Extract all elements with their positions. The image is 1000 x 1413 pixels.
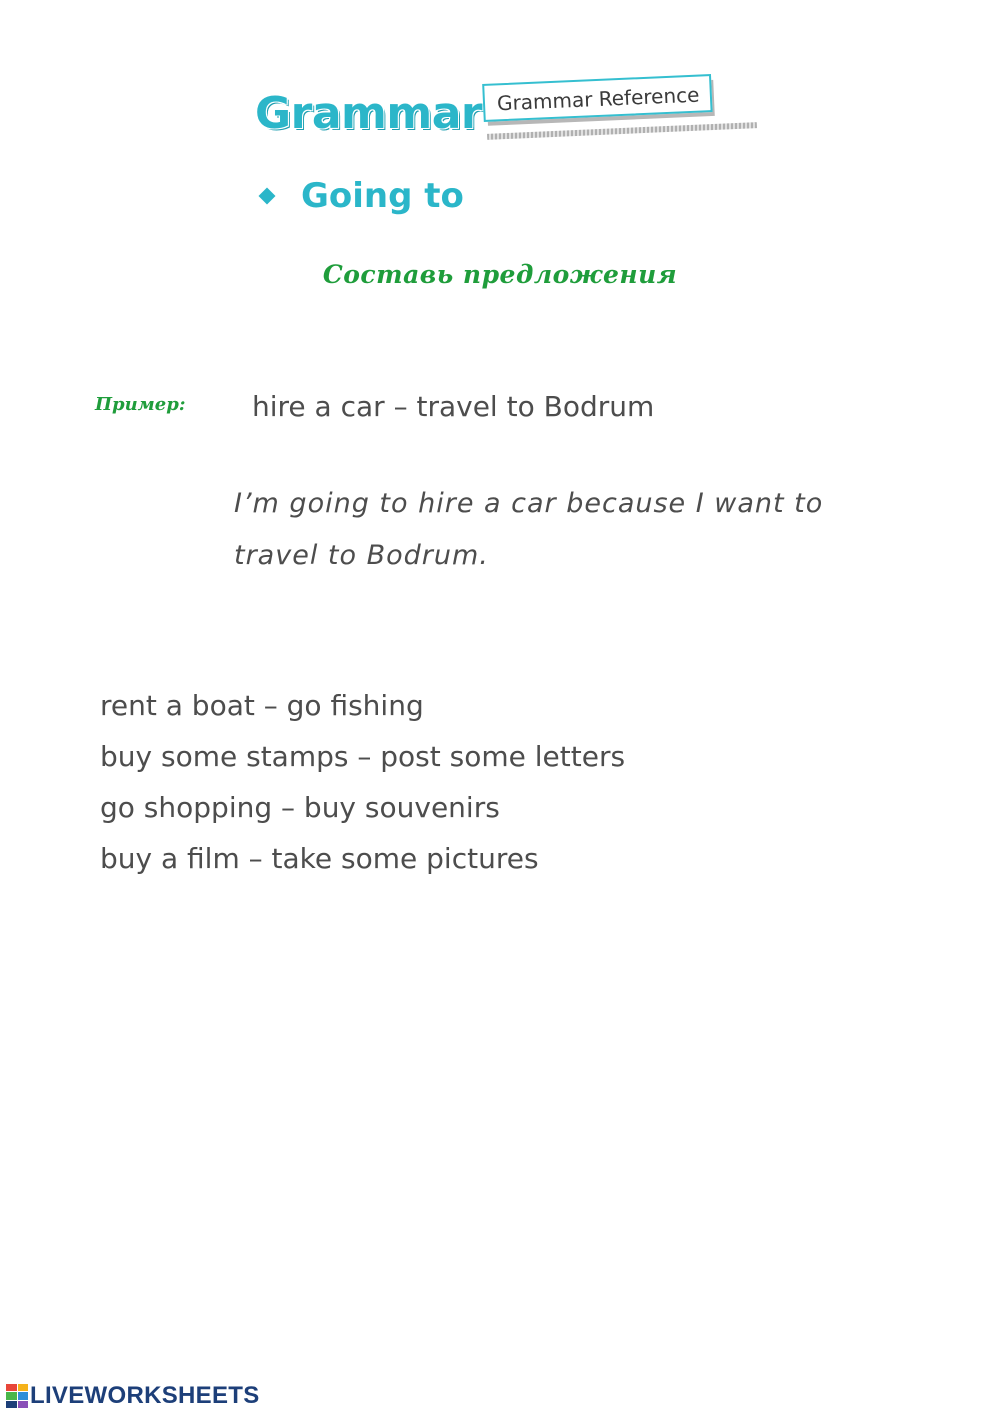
logo-text: LIVEWORKSHEETS: [30, 1382, 260, 1409]
instruction: Составь предложения: [322, 260, 678, 289]
reference-tag-shadow: [487, 122, 757, 140]
example-answer: [234, 478, 914, 582]
example-answer-line: travel to Bodrum.: [234, 540, 489, 571]
grammar-reference-tag: Grammar Reference: [482, 74, 712, 122]
subheading-text: Going to: [301, 176, 464, 216]
exercise-item: rent a boat – go fishing: [100, 689, 424, 722]
grammar-title: Grammar: [255, 88, 483, 139]
exercise-item: buy some stamps – post some letters: [100, 740, 626, 773]
example-label: Пример:: [95, 394, 186, 415]
liveworksheets-grid-icon: [6, 1384, 28, 1408]
header: [255, 78, 775, 158]
liveworksheets-logo[interactable]: [6, 1382, 260, 1410]
exercise-list: [100, 680, 625, 884]
example-answer-line: I’m going to hire a car because I want to: [234, 488, 824, 519]
exercise-item: go shopping – buy souvenirs: [100, 791, 500, 824]
example-prompt: hire a car – travel to Bodrum: [252, 390, 655, 423]
subheading: [257, 176, 464, 216]
diamond-bullet-icon: [259, 188, 276, 205]
exercise-item: buy a film – take some pictures: [100, 842, 539, 875]
